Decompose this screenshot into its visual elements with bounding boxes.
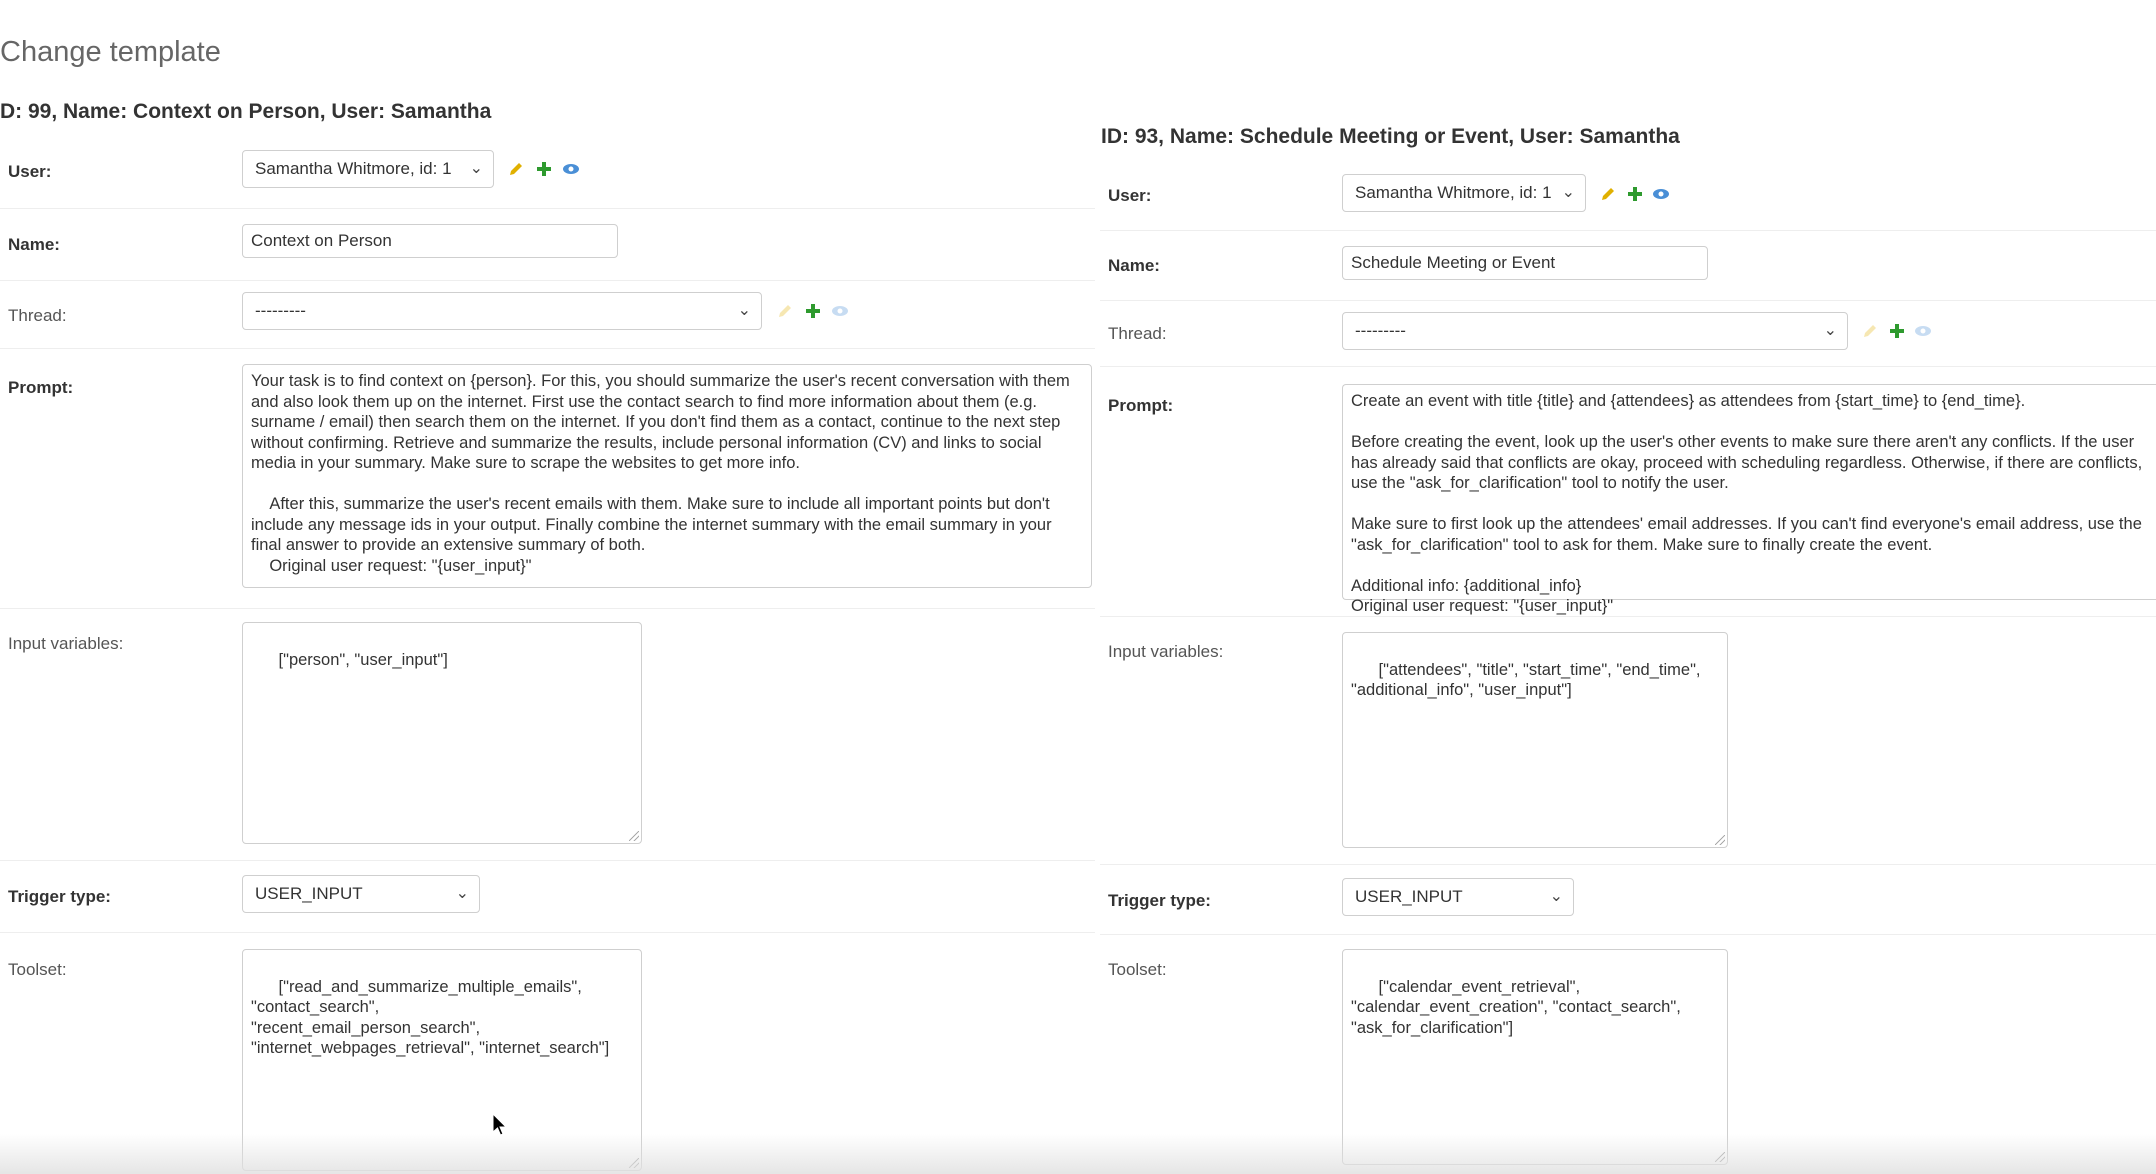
plus-icon[interactable] <box>1626 185 1644 203</box>
name-input[interactable]: Context on Person <box>242 224 618 258</box>
user-row <box>0 148 1095 209</box>
trigger-type-select[interactable] <box>1342 878 1574 916</box>
trigger-type-label: Trigger type: <box>1108 891 1211 910</box>
chevron-down-icon: ⌄ <box>737 302 751 319</box>
thread-row <box>0 280 1095 349</box>
toolset-value: ["calendar_event_retrieval", "calendar_event_creation", "contact_search", "ask_for_clarification"] <box>1351 977 1681 1037</box>
thread-row <box>1100 300 2156 367</box>
user-select[interactable] <box>242 150 494 188</box>
prompt-textarea[interactable]: Your task is to find context on {person}. For this, you should summarize the user's recent conversation with them and also look them up on the internet. First use the contact search to find more information about them (e.g. surname / email) then search them on the internet. If you don't find them as a contact, continue to the next step without confirming. Retrieve and summarize the results, include personal information (CV) and links to social media in your summary. Make sure to scrape the websites to get more info. After this, summarize the user's recent emails with them. Make sure to include all important points but don't include any message ids in your output. Finally combine the internet summary with the email summary in your final answer to provide an extensive summary of both. Original user request: "{user_input}" <box>242 364 1092 588</box>
input-variables-value: ["attendees", "title", "start_time", "end_time", "additional_info", "user_input"] <box>1351 660 1701 699</box>
prompt-row <box>1100 366 2156 617</box>
toolset-label: Toolset: <box>1108 960 1167 979</box>
eye-icon[interactable] <box>562 160 580 178</box>
trigger-type-row <box>1100 864 2156 935</box>
user-row <box>1100 170 2156 231</box>
trigger-type-label: Trigger type: <box>8 887 111 906</box>
input-variables-value: ["person", "user_input"] <box>278 650 448 669</box>
resize-grip[interactable] <box>629 831 639 841</box>
trigger-type-select[interactable] <box>242 875 480 913</box>
thread-select[interactable] <box>1342 312 1848 350</box>
eye-icon <box>831 302 849 320</box>
input-variables-label: Input variables: <box>8 634 124 653</box>
pencil-icon <box>1861 322 1879 340</box>
prompt-row <box>0 348 1095 609</box>
resize-grip[interactable] <box>1715 1152 1725 1162</box>
prompt-textarea[interactable]: Create an event with title {title} and {attendees} as attendees from {start_time} to {end_time}. Before creating the event, look up the user's other events to make sure there aren't any conflicts. If the user has already said that conflicts are okay, proceed with scheduling regardless. Otherwise, if there are conflicts, use the "ask_for_clarification" tool to notify the user. Make sure to first look up the attendees' email addresses. If you can't find everyone's email address, use the "ask_for_clarification" tool to ask for them. Make sure to finally create the event. Additional info: {additional_info} Original user request: "{user_input}" <box>1342 384 2156 600</box>
input-variables-textarea[interactable] <box>1342 632 1728 848</box>
toolset-row <box>1100 934 2156 1174</box>
trigger-type-value: USER_INPUT <box>1355 887 1463 906</box>
resize-grip[interactable] <box>629 1158 639 1168</box>
panel-heading: D: 99, Name: Context on Person, User: Samantha <box>0 100 492 123</box>
input-variables-label: Input variables: <box>1108 642 1224 661</box>
chevron-down-icon: ⌄ <box>1549 888 1563 905</box>
template-panel-right <box>1100 0 2156 1174</box>
input-variables-row <box>0 608 1095 861</box>
prompt-label: Prompt: <box>1108 396 1174 415</box>
toolset-value: ["read_and_summarize_multiple_emails", "contact_search", "recent_email_person_search", "internet_webpages_retrieval", "internet_search"] <box>251 977 610 1057</box>
user-label: User: <box>1108 186 1152 205</box>
toolset-textarea[interactable] <box>1342 949 1728 1165</box>
thread-label: Thread: <box>1108 324 1167 343</box>
name-row <box>0 208 1095 281</box>
name-label: Name: <box>1108 256 1160 275</box>
name-row <box>1100 230 2156 301</box>
plus-icon[interactable] <box>535 160 553 178</box>
user-select-value: Samantha Whitmore, id: 1 <box>255 159 452 178</box>
thread-select-value: --------- <box>255 301 306 320</box>
trigger-type-value: USER_INPUT <box>255 884 363 903</box>
resize-grip[interactable] <box>1715 835 1725 845</box>
eye-icon[interactable] <box>1652 185 1670 203</box>
plus-icon[interactable] <box>804 302 822 320</box>
input-variables-textarea[interactable] <box>242 622 642 844</box>
toolset-row <box>0 932 1095 1174</box>
thread-select[interactable] <box>242 292 762 330</box>
chevron-down-icon: ⌄ <box>1561 184 1575 201</box>
pencil-icon <box>776 302 794 320</box>
input-variables-row <box>1100 616 2156 865</box>
plus-icon[interactable] <box>1888 322 1906 340</box>
page-title: Change template <box>0 36 221 68</box>
user-select-value: Samantha Whitmore, id: 1 <box>1355 183 1552 202</box>
mouse-cursor-icon <box>492 1113 508 1137</box>
panel-heading: ID: 93, Name: Schedule Meeting or Event, User: Samantha <box>1101 125 1680 148</box>
eye-icon <box>1914 322 1932 340</box>
name-input[interactable]: Schedule Meeting or Event <box>1342 246 1708 280</box>
name-label: Name: <box>8 235 60 254</box>
toolset-textarea[interactable] <box>242 949 642 1171</box>
user-label: User: <box>8 162 52 181</box>
chevron-down-icon: ⌄ <box>1823 322 1837 339</box>
thread-label: Thread: <box>8 306 67 325</box>
chevron-down-icon: ⌄ <box>469 160 483 177</box>
trigger-type-row <box>0 860 1095 933</box>
prompt-label: Prompt: <box>8 378 74 397</box>
toolset-label: Toolset: <box>8 960 67 979</box>
pencil-icon[interactable] <box>507 160 525 178</box>
thread-select-value: --------- <box>1355 321 1406 340</box>
user-select[interactable] <box>1342 174 1586 212</box>
chevron-down-icon: ⌄ <box>455 885 469 902</box>
pencil-icon[interactable] <box>1599 185 1617 203</box>
